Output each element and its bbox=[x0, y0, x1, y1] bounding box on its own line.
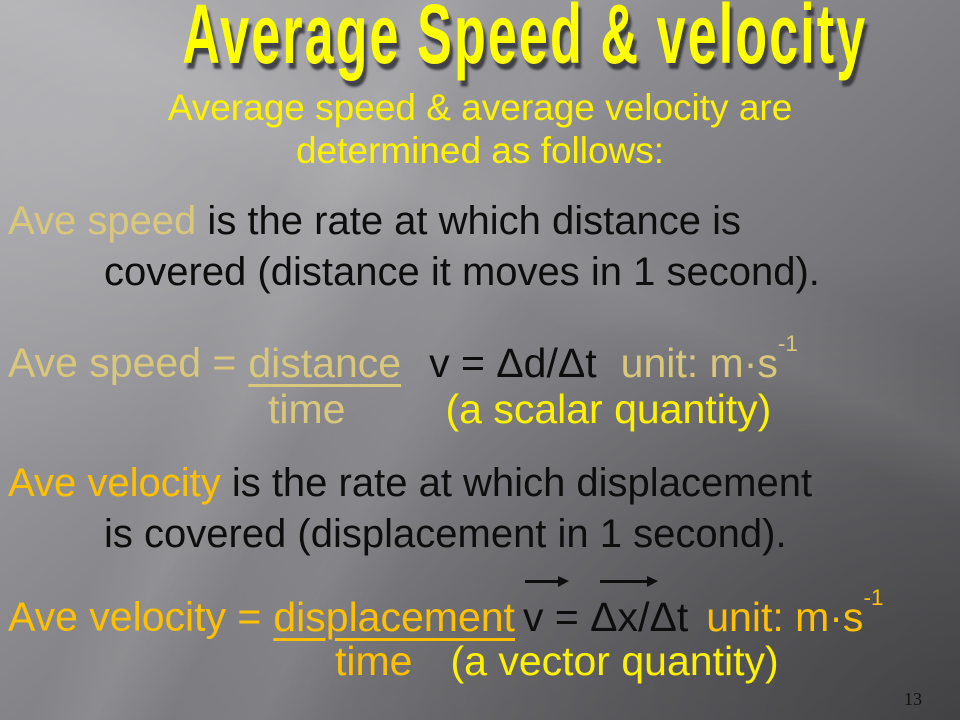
velocity-unit: unit: $m\cdot s^{-1}$ bbox=[706, 584, 884, 640]
vector-note: (a vector quantity) bbox=[450, 638, 779, 684]
speed-definition-line-1 bbox=[8, 196, 952, 247]
scalar-note: (a scalar quantity) bbox=[445, 386, 772, 432]
velocity-definition-line-2: is covered (displacement in 1 second). bbox=[104, 512, 787, 556]
velocity-unit-exponent: -1 bbox=[863, 584, 884, 610]
velocity-formula-row-2 bbox=[8, 636, 952, 686]
vector-arrow-v: v bbox=[522, 593, 544, 640]
speed-formula-lhs: Ave speed = bbox=[8, 339, 237, 386]
speed-definition-text: is the rate at which distance is bbox=[196, 199, 742, 243]
speed-unit-exponent: -1 bbox=[777, 330, 798, 356]
speed-unit: unit: $m\cdot s^{-1}$ bbox=[620, 330, 798, 386]
speed-formula-numerator: distance bbox=[248, 339, 402, 386]
velocity-definition-line-1 bbox=[8, 458, 952, 509]
speed-formula-denominator: time bbox=[268, 386, 346, 432]
velocity-formula-numerator: displacement bbox=[273, 593, 515, 640]
velocity-formula-denominator: time bbox=[335, 638, 413, 684]
velocity-definition-text: is the rate at which displacement bbox=[220, 461, 813, 505]
velocity-formula-lhs: Ave velocity = bbox=[8, 593, 262, 640]
speed-term: Ave speed bbox=[8, 199, 197, 243]
page-number: 13 bbox=[904, 689, 922, 709]
subtitle-line-1: Average speed & average velocity are bbox=[167, 87, 793, 128]
speed-formula-row-1 bbox=[8, 330, 952, 388]
velocity-definition-paragraph bbox=[8, 458, 952, 560]
speed-definition-paragraph bbox=[8, 196, 952, 298]
velocity-equation: v = Δx/Δt bbox=[522, 593, 689, 640]
speed-equation: v = Δd/Δt bbox=[429, 339, 597, 386]
velocity-formula-row-1 bbox=[8, 584, 952, 642]
velocity-term: Ave velocity bbox=[8, 461, 221, 505]
subtitle-line-2: determined as follows: bbox=[295, 130, 665, 171]
speed-formula-row-2 bbox=[8, 384, 952, 434]
vector-arrow-dx: Δx bbox=[590, 593, 639, 640]
slide-subtitle bbox=[0, 86, 960, 172]
slide-title: Average Speed & velocity bbox=[182, 0, 868, 81]
speed-definition-line-2: covered (distance it moves in 1 second). bbox=[104, 250, 820, 294]
